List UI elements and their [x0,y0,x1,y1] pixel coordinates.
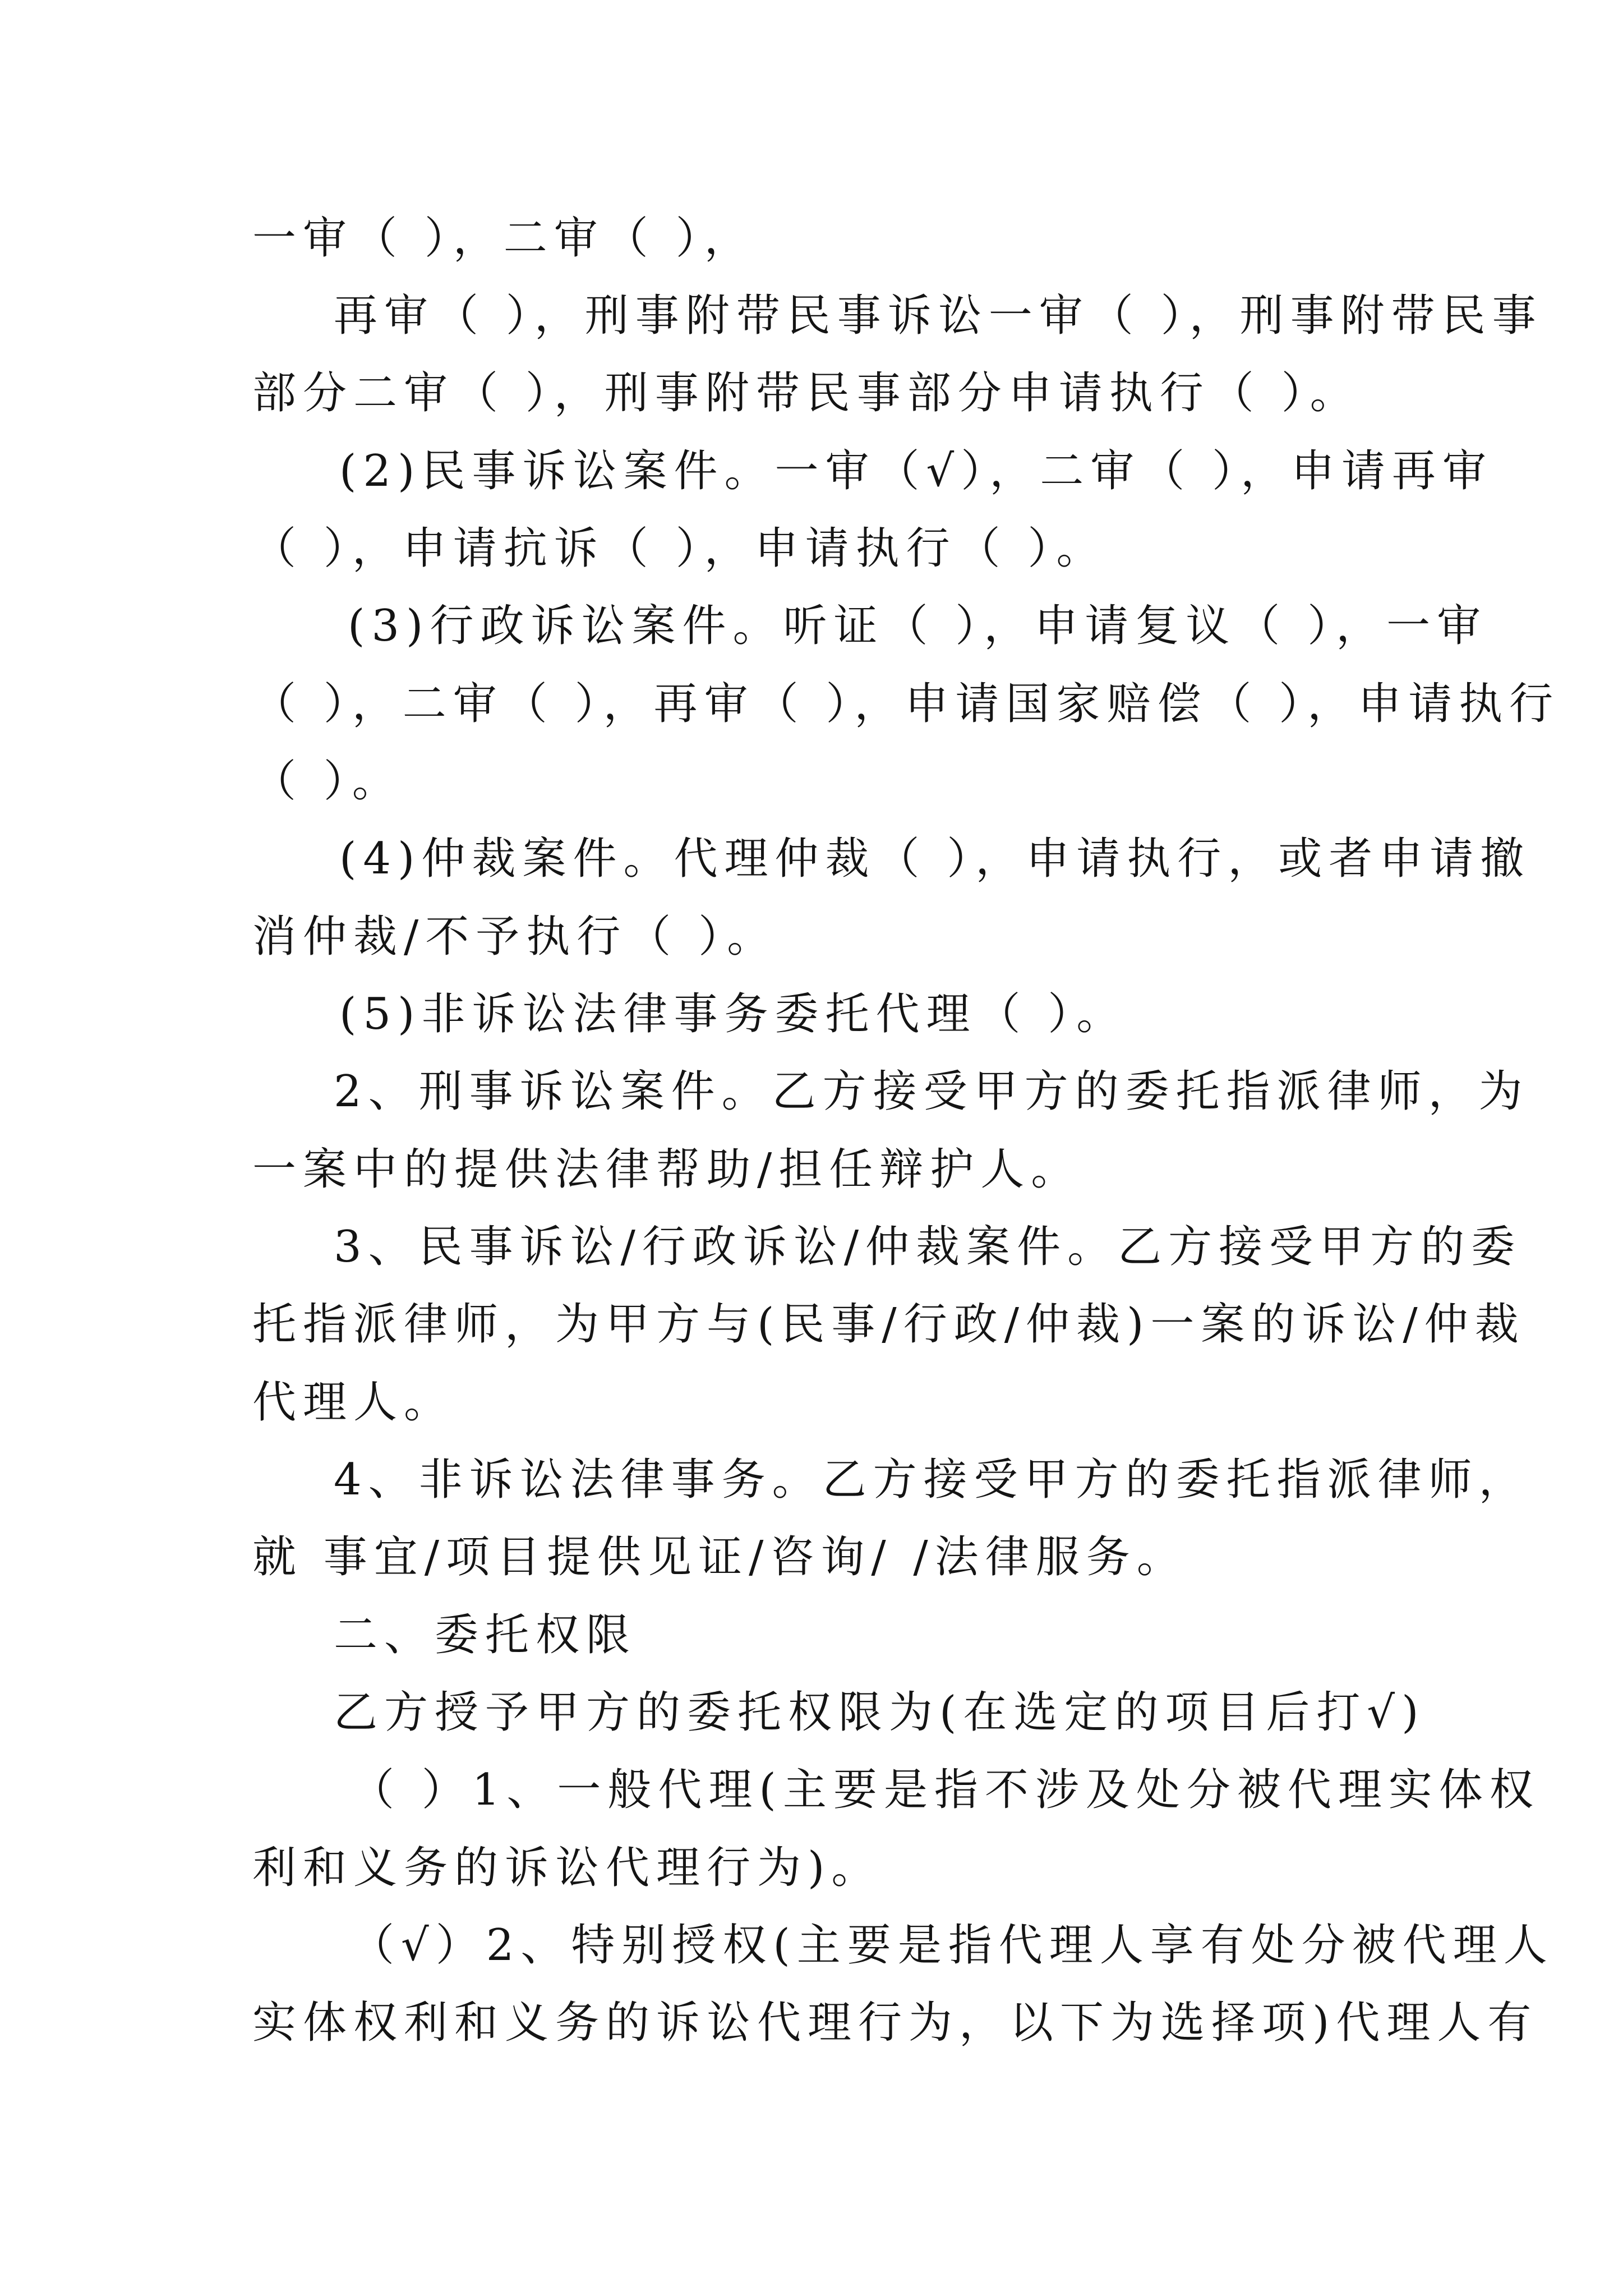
text-line: 一案中的提供法律帮助/担任辩护人。 [252,1144,1082,1195]
text-line: (3)行政诉讼案件。听证（ ），申请复议（ ），一审 [348,601,1488,651]
text-line: （√）2、特别授权(主要是指代理人享有处分被代理人 [351,1920,1554,1971]
text-line: （ ）。 [252,756,403,807]
text-line: 3、民事诉讼/行政诉讼/仲裁案件。乙方接受甲方的委 [334,1222,1522,1272]
text-line: （ ），申请抗诉（ ），申请执行（ ）。 [252,523,1107,574]
text-line: 托指派律师，为甲方与(民事/行政/仲裁)一案的诉讼/仲裁 [252,1299,1525,1350]
text-line: 2、刑事诉讼案件。乙方接受甲方的委托指派律师，为 [334,1066,1529,1117]
text-line: 乙方授予甲方的委托权限为(在选定的项目后打√) [334,1687,1426,1738]
section-heading: 二、委托权限 [334,1610,637,1660]
text-line: 再审（ ），刑事附带民事诉讼一审（ ），刑事附带民事 [334,291,1543,341]
text-line: 消仲裁/不予执行（ ）。 [252,912,778,962]
text-line: （ ），二审（ ），再审（ ），申请国家赔偿（ ），申请执行 [252,679,1560,729]
text-line: 一审（ ），二审（ ）， [252,213,755,264]
text-line: 代理人。 [252,1377,455,1428]
text-line: (4)仲裁案件。代理仲裁（ ），申请执行，或者申请撤 [339,834,1531,884]
text-line: 利和义务的诉讼代理行为)。 [252,1843,882,1893]
text-line: (5)非诉讼法律事务委托代理（ ）。 [339,989,1127,1039]
text-line: 部分二审（ ），刑事附带民事部分申请执行（ ）。 [252,368,1361,418]
text-line: 4、非诉讼法律事务。乙方接受甲方的委托指派律师， [334,1455,1529,1505]
text-line: 实体权利和义务的诉讼代理行为，以下为选择项)代理人有 [252,1998,1538,2048]
text-line: 就 事宜/项目提供见证/咨询/ /法律服务。 [252,1532,1187,1582]
text-line: （ ）1、一般代理(主要是指不涉及处分被代理实体权 [351,1765,1540,1815]
text-line: (2)民事诉讼案件。一审（√），二审（ ），申请再审 [339,446,1493,496]
